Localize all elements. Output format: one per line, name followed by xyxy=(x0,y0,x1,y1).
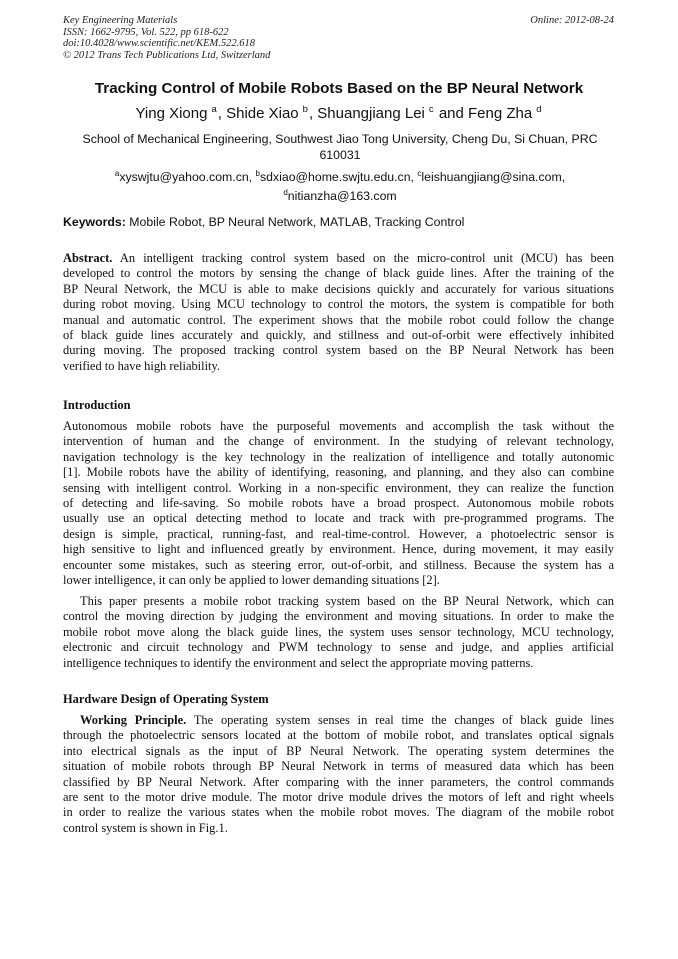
keywords xyxy=(63,215,464,229)
intro-line: design is simple, practical, running-fast, and real-time-control. However, a photoelectric sensor is xyxy=(63,526,614,541)
affiliation-line: School of Mechanical Engineering, Southwest Jiao Tong University, Cheng Du, Si Chuan, PRC xyxy=(82,132,598,146)
issn-line: ISSN: 1662-9795, Vol. 522, pp 618-622 xyxy=(63,26,229,38)
intro-line: of detecting and life-saving. So mobile robots have a broad prospect. Autonomous mobile robots xyxy=(63,495,614,510)
hardware-paragraph xyxy=(63,713,614,836)
hardware-line: situation of mobile robots through BP Neural Network in terms of measured data which has been xyxy=(63,759,614,774)
abstract-label: Abstract. xyxy=(63,251,113,265)
author-mark: b xyxy=(302,104,308,115)
author-name: Shuangjiang Lei xyxy=(317,105,425,122)
author-and: and xyxy=(438,105,464,122)
author-name: Ying Xiong xyxy=(135,105,208,122)
author-mark: a xyxy=(211,104,217,115)
journal-name: Key Engineering Materials xyxy=(63,15,178,26)
intro-line: This paper presents a mobile robot tracking system based on the BP Neural Network, which can xyxy=(80,594,614,608)
email-address: xyswjtu@yahoo.com.cn, xyxy=(119,170,253,184)
intro-line: control the moving direction by judging the environment and moving situations. In order to make the xyxy=(63,609,614,624)
abstract-line: BP Neural Network, the MCU is able to make decisions quickly and accurately for various situations xyxy=(63,281,614,296)
intro-line: mobile robot move along the black guide lines, the system uses sensor technology, MCU technology, xyxy=(63,624,614,639)
abstract-line: during robot moving. Using MCU technology to control the motors, the system is compatible for both xyxy=(63,297,614,312)
author-mark: c xyxy=(428,104,434,115)
intro-line: [1]. Mobile robots have the ability of identifying, reasoning, and planning, and they also can combine xyxy=(63,465,614,480)
introduction-heading: Introduction xyxy=(63,398,131,412)
hardware-line: control system is shown in Fig.1. xyxy=(63,820,228,835)
affiliation-postcode: 610031 xyxy=(319,148,361,162)
abstract-line: An intelligent tracking control system based on the micro-control unit (MCU) has been xyxy=(119,251,614,265)
author-mark: d xyxy=(536,104,542,115)
doi-line: doi:10.4028/www.scientific.net/KEM.522.618 xyxy=(63,38,255,49)
author-name: Shide Xiao xyxy=(226,105,299,122)
hardware-line: are sent to the motor drive module. The motor drive module drives the motors of left and right wheels xyxy=(63,789,614,804)
abstract-line: of black guide lines accurately and quickly, and stillness and out-of-orbit were effectively inhibited xyxy=(63,327,614,342)
email-mark: d xyxy=(283,188,288,197)
abstract-line: during moving. The proposed tracking control system based on the BP Neural Network has been xyxy=(63,343,614,358)
author-separator: , xyxy=(308,105,314,122)
abstract-line: manual and automatic control. The experiment shows that the mobile robot could follow the change xyxy=(63,312,614,327)
intro-line: electronic and circuit technology and PWM technology to sense and judge, and applies artificial xyxy=(63,640,614,655)
intro-line: usually use an optical detecting method to locate and track with pre-programmed programs. The xyxy=(63,511,614,526)
hardware-heading: Hardware Design of Operating System xyxy=(63,692,269,706)
intro-line: sensing with intelligent control. Working in a non-specific environment, they can realize the function xyxy=(63,480,614,495)
hardware-line: in order to realize the various states when the mobile robot moves. The diagram of the mobile robot xyxy=(63,805,614,820)
intro-line: intelligence techniques to identify the environment and select the appropriate moving patterns. xyxy=(63,655,534,670)
introduction-paragraph-1 xyxy=(63,419,614,588)
author-list xyxy=(0,104,678,122)
author-separator: , xyxy=(217,105,222,122)
copyright-line: © 2012 Trans Tech Publications Ltd, Switzerland xyxy=(63,49,271,61)
hardware-line: classified by BP Neural Network. After comparing with the inner parameters, the control commands xyxy=(63,774,614,789)
hardware-line: The operating system senses in real time the changes of black guide lines xyxy=(193,713,614,727)
abstract-line: developed to control the motors by sensing the change of black guide lines. After the training of the xyxy=(63,266,614,281)
email-mark: c xyxy=(417,169,422,178)
email-address: nitianzha@163.com xyxy=(287,189,397,203)
online-date: Online: 2012-08-24 xyxy=(530,15,614,26)
intro-line: encounter some mistakes, such as steering error, out-of-orbit, and stillness. Because the system has a xyxy=(63,557,614,572)
intro-line: high sensitive to light and influenced greatly by environment. Hence, during movement, it may easily xyxy=(63,542,614,557)
abstract-line: verified to have high reliability. xyxy=(63,358,221,373)
intro-line: lower intelligence, it can only be applied to lower demanding situations [2]. xyxy=(63,572,440,587)
keywords-label: Keywords: xyxy=(63,215,126,229)
email-address: leishuangjiang@sina.com, xyxy=(421,170,566,184)
paper-title: Tracking Control of Mobile Robots Based on the BP Neural Network xyxy=(94,80,584,97)
intro-line: navigation technology is the key technology in the realization of intelligence and totally autonomic xyxy=(63,449,614,464)
author-name: Feng Zha xyxy=(468,105,533,122)
affiliation xyxy=(70,131,610,163)
keywords-list: Mobile Robot, BP Neural Network, MATLAB, Tracking Control xyxy=(129,215,465,229)
working-principle-label: Working Principle. xyxy=(80,713,187,727)
hardware-line: into electrical signals as the input of BP Neural Network. The operating system determines the xyxy=(63,743,614,758)
intro-line: intervention of human and the change of environment. In the studying of relevant technology, xyxy=(63,434,614,449)
journal-metadata xyxy=(63,15,270,61)
email-mark: a xyxy=(114,169,120,178)
introduction-paragraph-2 xyxy=(63,594,614,671)
email-address: sdxiao@home.swjtu.edu.cn, xyxy=(259,170,414,184)
hardware-line: through the photoelectric sensors located at the bottom of mobile robot, and translates optical signals xyxy=(63,728,614,743)
email-mark: b xyxy=(255,169,260,178)
intro-line: Autonomous mobile robots have the purposeful movements and accomplish the task without the xyxy=(63,419,614,433)
abstract xyxy=(63,251,614,374)
author-emails xyxy=(70,166,610,204)
